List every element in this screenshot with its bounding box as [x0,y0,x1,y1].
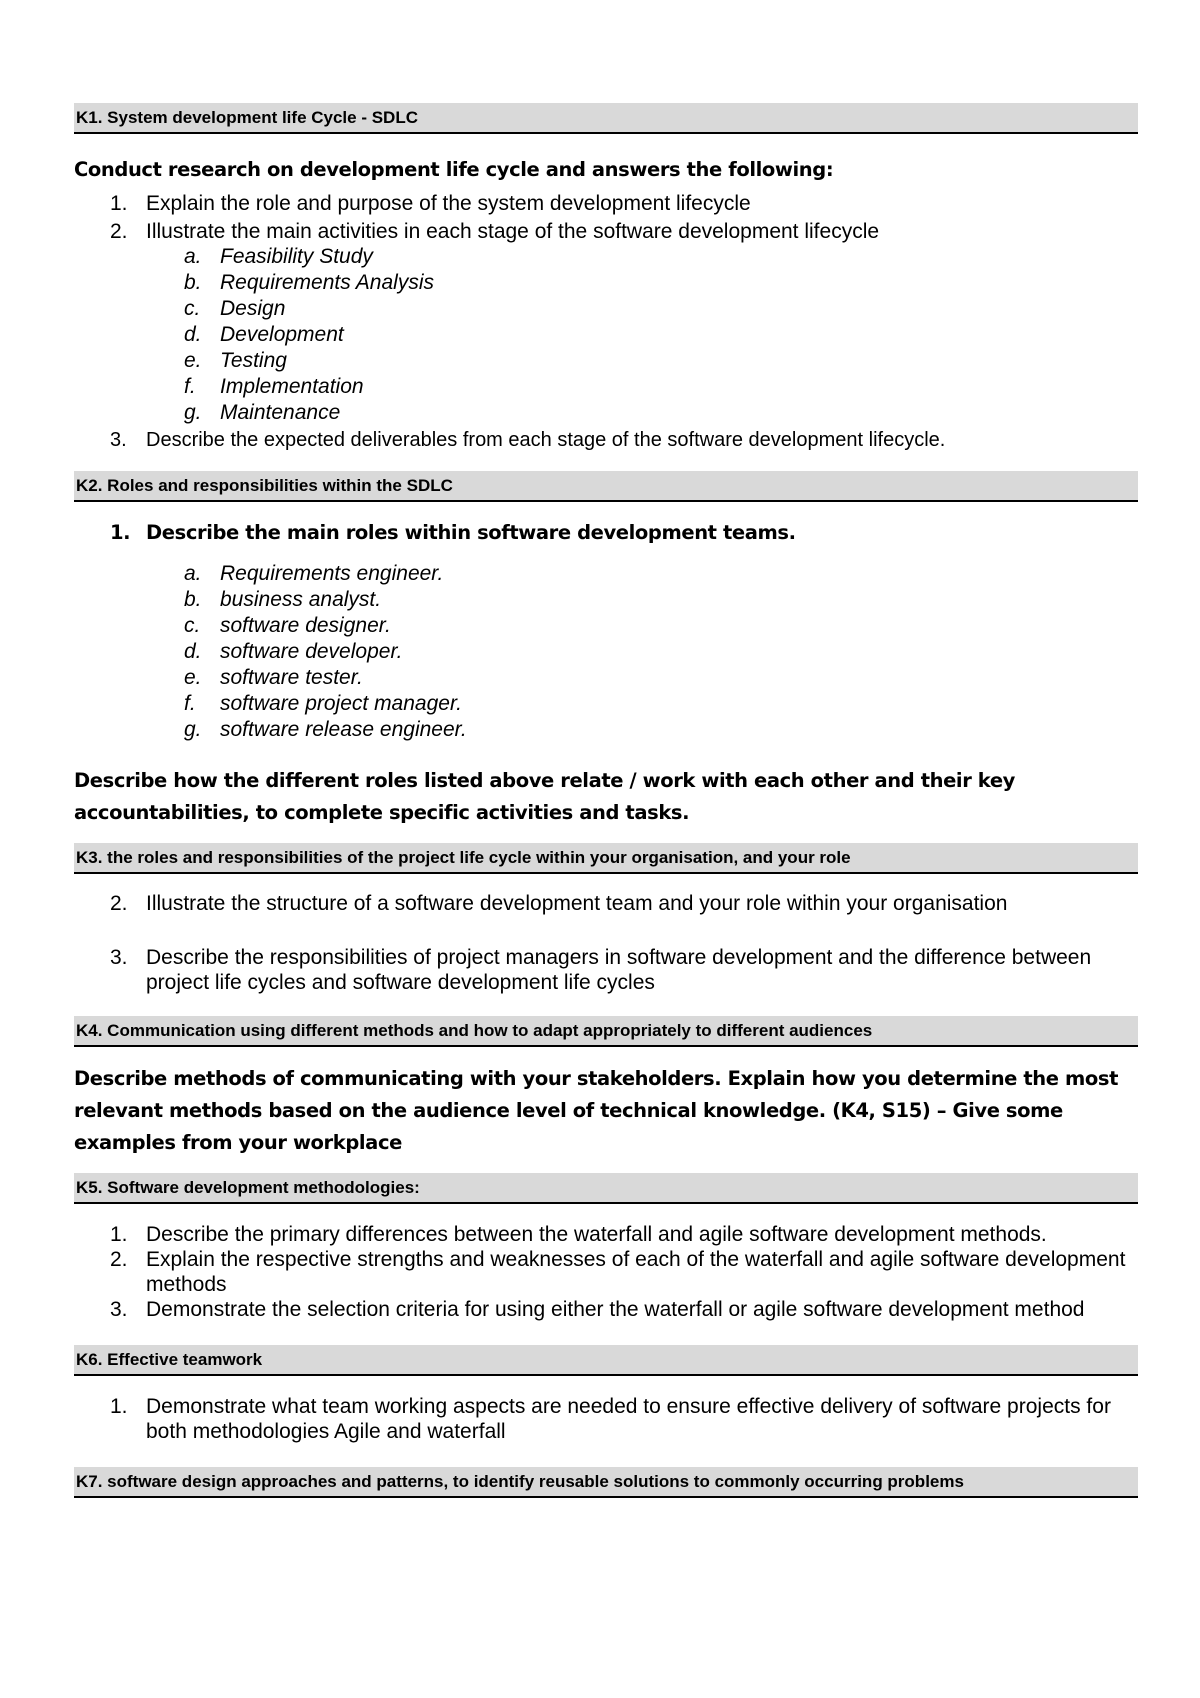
list-number: 2. [110,220,128,243]
sub-letter: e. [184,349,202,372]
sub-text: software project manager. [220,692,463,715]
list-item [74,1222,1138,1247]
sub-letter: d. [184,640,202,663]
document-page [74,103,1138,1498]
sub-item [74,639,1138,665]
section-heading-k6: K6. Effective teamwork [74,1345,1138,1376]
list-text: Describe the primary differences between the waterfall and agile software development methods. [146,1223,1047,1246]
list-item [74,1394,1138,1444]
sub-text: software designer. [220,614,391,637]
sub-letter: a. [184,562,202,585]
list-item [74,191,1138,216]
list-text: Demonstrate what team working aspects are needed to ensure effective delivery of software projects for both methodologies Agile and waterfall [146,1395,1111,1443]
list-text: Describe the expected deliverables from each stage of the software development lifecycle. [146,429,946,451]
list-text: Illustrate the main activities in each stage of the software development lifecycle [146,220,880,243]
sub-text: software developer. [220,640,403,663]
sub-item [74,400,1138,426]
list-number: 3. [110,429,127,451]
sub-letter: f. [184,375,196,398]
k2-roles-list [74,561,1138,743]
list-text: Demonstrate the selection criteria for using either the waterfall or agile software development method [146,1298,1085,1321]
list-item [74,945,1138,995]
k2-paragraph: Describe how the different roles listed above relate / work with each other and their key accountabilities, to complete specific activities and tasks. [74,769,1015,824]
list-text: Explain the role and purpose of the system development lifecycle [146,192,751,215]
sub-text: Requirements engineer. [220,562,444,585]
list-number: 1. [110,1223,128,1246]
k1-intro: Conduct research on development life cycle and answers the following: [74,158,834,181]
list-text: Describe the main roles within software development teams. [146,521,796,544]
section-heading-k3: K3. the roles and responsibilities of the project life cycle within your organisation, and your role [74,843,1138,874]
sub-item [74,717,1138,743]
list-number: 3. [110,1298,128,1321]
sub-item [74,296,1138,322]
sub-item [74,561,1138,587]
list-item [74,219,1138,244]
list-number: 2. [110,1248,128,1271]
sub-text: Development [220,323,344,346]
sub-letter: d. [184,323,202,346]
sub-letter: c. [184,297,201,320]
sub-text: Feasibility Study [220,245,373,268]
list-item [74,1247,1138,1297]
list-text: Illustrate the structure of a software development team and your role within your organisation [146,892,1008,915]
sub-letter: g. [184,718,202,741]
list-item [74,1297,1138,1322]
list-item [74,428,1138,453]
list-text: Explain the respective strengths and weaknesses of each of the waterfall and agile software development methods [146,1248,1126,1296]
list-text: Describe the responsibilities of project managers in software development and the difference between project life cycles and software development life cycles [146,946,1092,994]
section-heading-k5: K5. Software development methodologies: [74,1173,1138,1204]
sub-item [74,665,1138,691]
sub-letter: e. [184,666,202,689]
section-heading-k4: K4. Communication using different methods and how to adapt appropriately to different audiences [74,1016,1138,1047]
section-heading-k7: K7. software design approaches and patterns, to identify reusable solutions to commonly occurring problems [74,1467,1138,1498]
sub-item [74,348,1138,374]
sub-letter: b. [184,271,202,294]
sub-item [74,691,1138,717]
k5-list [74,1222,1138,1322]
sub-letter: c. [184,614,201,637]
section-heading-k2: K2. Roles and responsibilities within the SDLC [74,471,1138,502]
list-number: 1. [110,1395,128,1418]
sub-text: software tester. [220,666,363,689]
sub-letter: f. [184,692,196,715]
k2-list-item [74,519,1138,547]
sub-text: business analyst. [220,588,382,611]
list-number: 1. [110,192,128,215]
sub-item [74,244,1138,270]
list-number: 1. [110,521,131,544]
sub-text: Testing [220,349,287,372]
sub-item [74,322,1138,348]
list-number: 3. [110,946,128,969]
k4-paragraph: Describe methods of communicating with your stakeholders. Explain how you determine the most relevant methods based on the audience level of technical knowledge. (K4, S15) – Give some examples from your workplace [74,1067,1119,1154]
sub-text: Requirements Analysis [220,271,434,294]
sub-letter: b. [184,588,202,611]
sub-item [74,270,1138,296]
sub-text: Design [220,297,286,320]
list-item [74,891,1138,916]
section-heading-k1: K1. System development life Cycle - SDLC [74,103,1138,134]
sub-text: software release engineer. [220,718,467,741]
sub-item [74,374,1138,400]
sub-letter: a. [184,245,202,268]
k1-list [74,191,1138,453]
sub-letter: g. [184,401,202,424]
sub-text: Maintenance [220,401,341,424]
sub-text: Implementation [220,375,364,398]
list-number: 2. [110,892,128,915]
sub-item [74,613,1138,639]
sub-item [74,587,1138,613]
